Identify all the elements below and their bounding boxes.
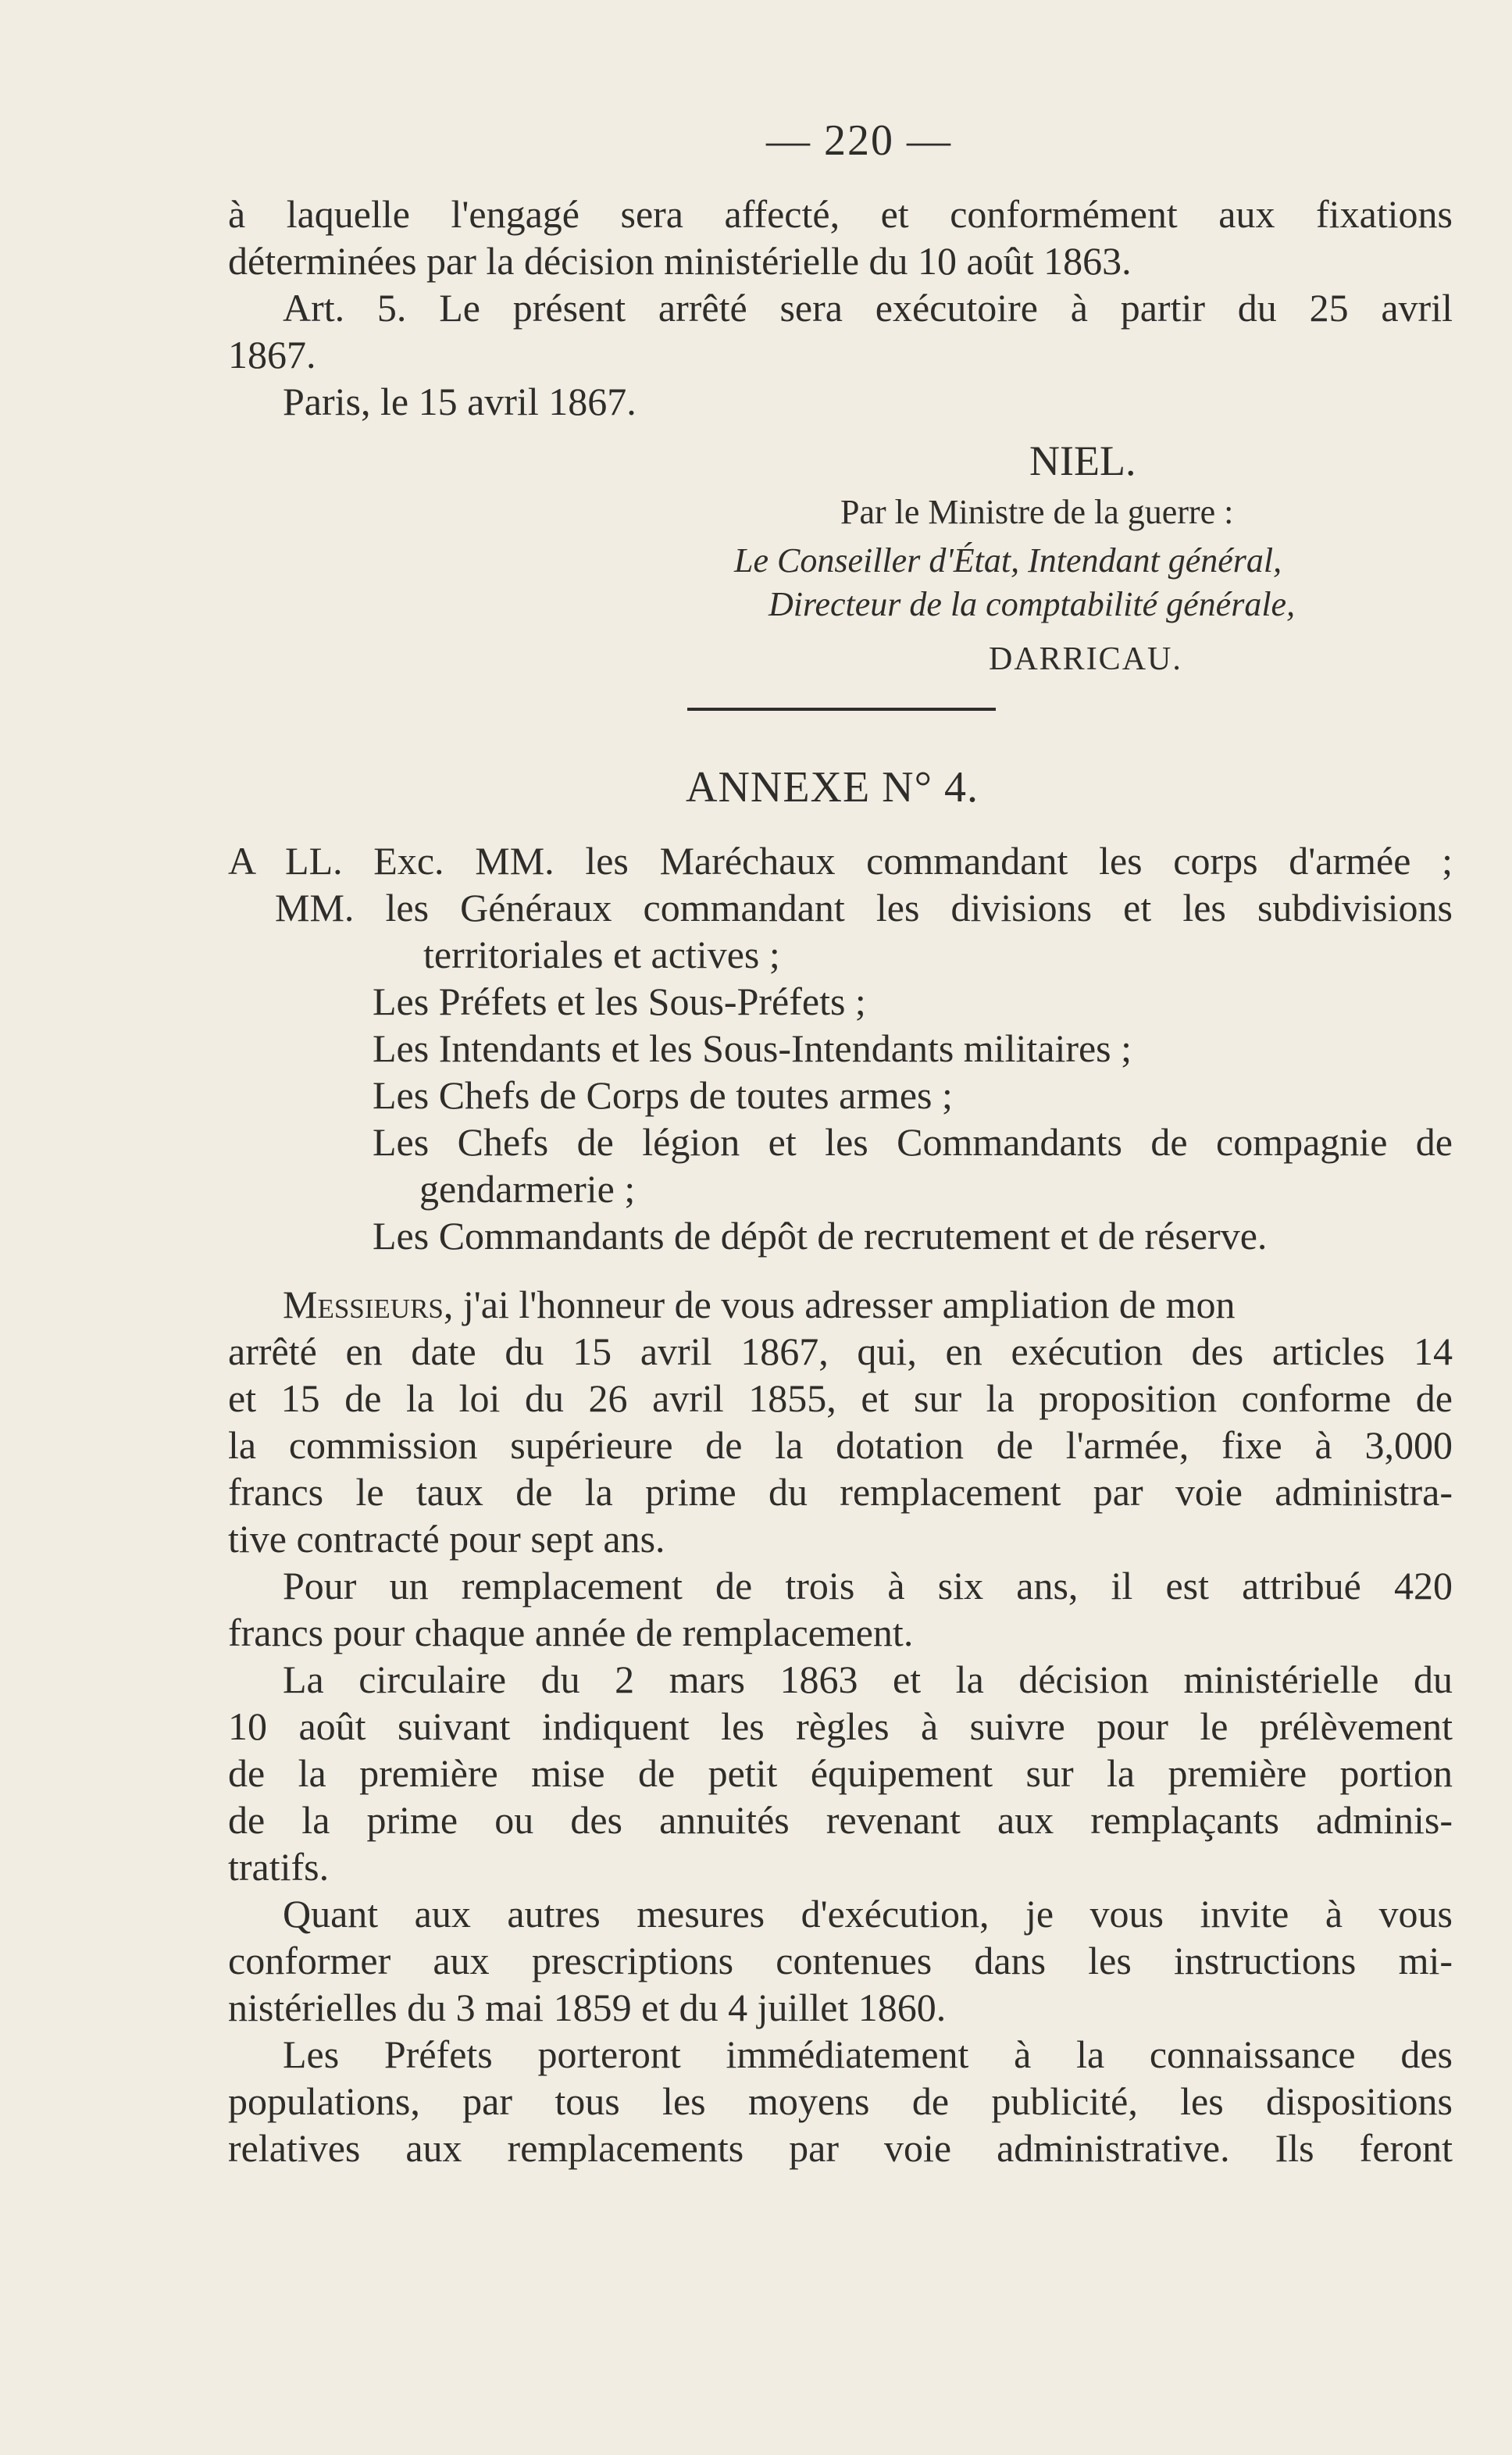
body-line: nistérielles du 3 mai 1859 et du 4 juillet 1860. — [228, 1986, 947, 2029]
text-line: Art. 5. Le présent arrêté sera exécutoire à partir du 25 avril — [283, 286, 1453, 330]
signature-role-2: Directeur de la comptabilité générale, — [768, 585, 1296, 623]
addressee-line: MM. les Généraux commandant les divisions et les subdivisions — [275, 886, 1453, 930]
signature-role-1: Le Conseiller d'État, Intendant général, — [734, 541, 1282, 580]
page-number: — 220 — — [766, 116, 952, 165]
text-line: déterminées par la décision ministérielle du 10 août 1863. — [228, 239, 1132, 283]
salutation: Messieurs — [283, 1283, 444, 1326]
body-line: populations, par tous les moyens de publicité, les dispositions — [228, 2079, 1453, 2123]
addressee-line: Les Chefs de Corps de toutes armes ; — [373, 1073, 953, 1117]
addressee-line: A LL. Exc. MM. les Maréchaux commandant les corps d'armée ; — [228, 839, 1453, 883]
body-line: francs pour chaque année de remplacement. — [228, 1611, 914, 1654]
body-line: de la première mise de petit équipement sur la première portion — [228, 1751, 1453, 1795]
addressee-line: Les Intendants et les Sous-Intendants militaires ; — [373, 1026, 1132, 1070]
body-line-text: , j'ai l'honneur de vous adresser ampliation de mon — [443, 1283, 1236, 1326]
signature-signatory: DARRICAU. — [989, 641, 1182, 677]
body-line: de la prime ou des annuités revenant aux remplaçants adminis- — [228, 1798, 1453, 1842]
signature-by-minister: Par le Ministre de la guerre : — [840, 493, 1234, 531]
addressee-line: Les Commandants de dépôt de recrutement et de réserve. — [373, 1214, 1268, 1258]
body-line: et 15 de la loi du 26 avril 1855, et sur la proposition conforme de — [228, 1376, 1453, 1420]
body-line: Pour un remplacement de trois à six ans, il est attribué 420 — [283, 1564, 1453, 1608]
addressee-line: Les Préfets et les Sous-Préfets ; — [373, 980, 866, 1023]
signature-name: NIEL. — [1029, 437, 1136, 484]
body-line: tratifs. — [228, 1845, 330, 1889]
body-line — [228, 1281, 1453, 1328]
body-line: arrêté en date du 15 avril 1867, qui, en exécution des articles 14 — [228, 1329, 1453, 1373]
body-line: La circulaire du 2 mars 1863 et la décision ministérielle du — [283, 1657, 1453, 1701]
body-line: Quant aux autres mesures d'exécution, je vous invite à vous — [283, 1892, 1453, 1936]
addressee-line: gendarmerie ; — [419, 1167, 636, 1211]
text-line: Paris, le 15 avril 1867. — [283, 380, 637, 423]
text-line: à laquelle l'engagé sera affecté, et conformément aux fixations — [228, 192, 1453, 236]
body-line: francs le taux de la prime du remplacement par voie administra- — [228, 1470, 1453, 1514]
addressees — [228, 837, 1453, 1259]
opening-text — [228, 191, 1453, 425]
addressee-line: territoriales et actives ; — [423, 933, 780, 976]
text-line: 1867. — [228, 333, 316, 376]
separator-rule — [687, 708, 996, 711]
body-line: relatives aux remplacements par voie administrative. Ils feront — [228, 2126, 1453, 2170]
body-line: 10 août suivant indiquent les règles à suivre pour le prélèvement — [228, 1704, 1453, 1748]
body-line: la commission supérieure de la dotation de l'armée, fixe à 3,000 — [228, 1423, 1453, 1467]
body-text — [228, 1281, 1453, 2171]
addressee-line: Les Chefs de légion et les Commandants de compagnie de — [373, 1120, 1453, 1164]
body-line: tive contracté pour sept ans. — [228, 1517, 665, 1561]
body-line: Les Préfets porteront immédiatement à la connaissance des — [283, 2032, 1453, 2076]
body-line: conformer aux prescriptions contenues dans les instructions mi- — [228, 1939, 1453, 1982]
annexe-title: ANNEXE N° 4. — [686, 763, 979, 812]
